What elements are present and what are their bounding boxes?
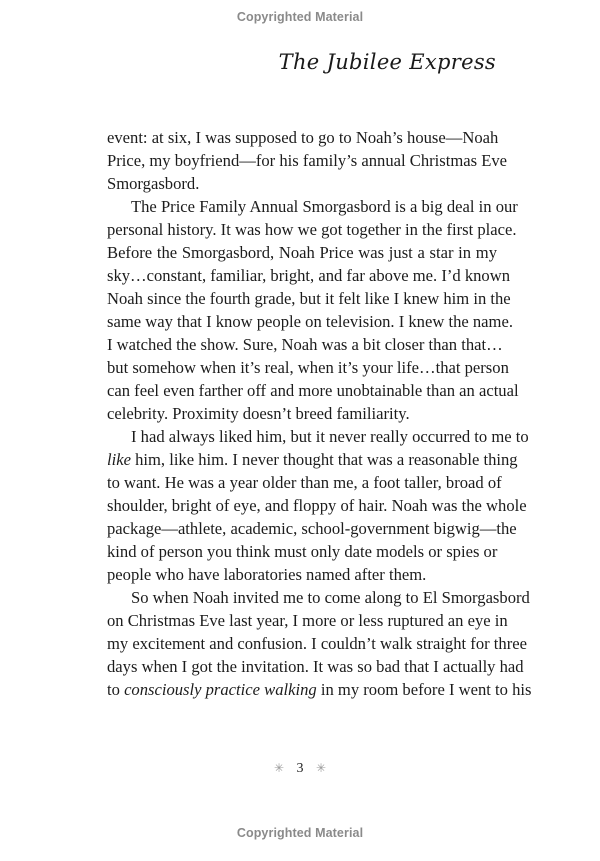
page-body <box>107 126 532 701</box>
text-line: Price, my boyfriend—for his family’s annual Christmas Eve <box>107 151 508 170</box>
text-line: celebrity. Proximity doesn’t breed familiarity. <box>107 404 410 423</box>
page-number: 3 <box>296 761 304 776</box>
emphasis-text: like <box>107 450 131 469</box>
text-line: personal history. It was how we got together in the first place. <box>107 220 517 239</box>
text-line: but somehow when it’s real, when it’s your life…that person <box>107 358 509 377</box>
text-line: kind of person you think must only date models or spies or <box>107 542 498 561</box>
running-head-title: The Jubilee Express <box>278 50 496 74</box>
text-line: The Price Family Annual Smorgasbord is a big deal in our <box>131 197 518 216</box>
text-line: same way that I know people on television. I knew the name. <box>107 312 513 331</box>
copyright-watermark-top: Copyrighted Material <box>236 10 364 24</box>
page-folio <box>0 761 600 777</box>
text-line: event: at six, I was supposed to go to Noah’s house—Noah <box>107 128 499 147</box>
paragraph <box>107 425 529 586</box>
text-line: Smorgasbord. <box>107 174 200 193</box>
ornament-star-icon: ✳ <box>273 761 284 775</box>
text-line <box>107 678 532 701</box>
text-line: to want. He was a year older than me, a foot taller, broad of <box>107 473 502 492</box>
text-segment: in my room before I went to his <box>316 680 532 699</box>
text-segment: him, like him. I never thought that was a reasonable thing <box>130 450 518 469</box>
text-line: package—athlete, academic, school-government bigwig—the <box>107 519 517 538</box>
text-line: my excitement and confusion. I couldn’t walk straight for three <box>107 634 527 653</box>
text-segment: to <box>107 680 125 699</box>
text-line: I had always liked him, but it never really occurred to me to <box>131 427 529 446</box>
emphasis-text: consciously practice walking <box>124 680 317 699</box>
text-line: on Christmas Eve last year, I more or less ruptured an eye in <box>107 611 508 630</box>
text-line: people who have laboratories named after them. <box>107 565 427 584</box>
text-line: shoulder, bright of eye, and floppy of hair. Noah was the whole <box>107 496 527 515</box>
text-line: Before the Smorgasbord, Noah Price was just a star in my <box>107 243 497 262</box>
text-line: days when I got the invitation. It was so bad that I actually had <box>107 657 524 676</box>
text-line: Noah since the fourth grade, but it felt like I knew him in the <box>107 289 511 308</box>
paragraph <box>107 195 519 425</box>
text-line: sky…constant, familiar, bright, and far above me. I’d known <box>107 266 511 285</box>
text-line: So when Noah invited me to come along to El Smorgasbord <box>131 588 530 607</box>
text-line: can feel even farther off and more unobtainable than an actual <box>107 381 519 400</box>
paragraph <box>107 586 532 701</box>
text-line: I watched the show. Sure, Noah was a bit closer than that… <box>107 335 503 354</box>
ornament-star-icon: ✳ <box>316 761 327 775</box>
paragraph <box>107 126 508 195</box>
text-line <box>107 448 518 471</box>
copyright-watermark-bottom: Copyrighted Material <box>236 826 364 840</box>
